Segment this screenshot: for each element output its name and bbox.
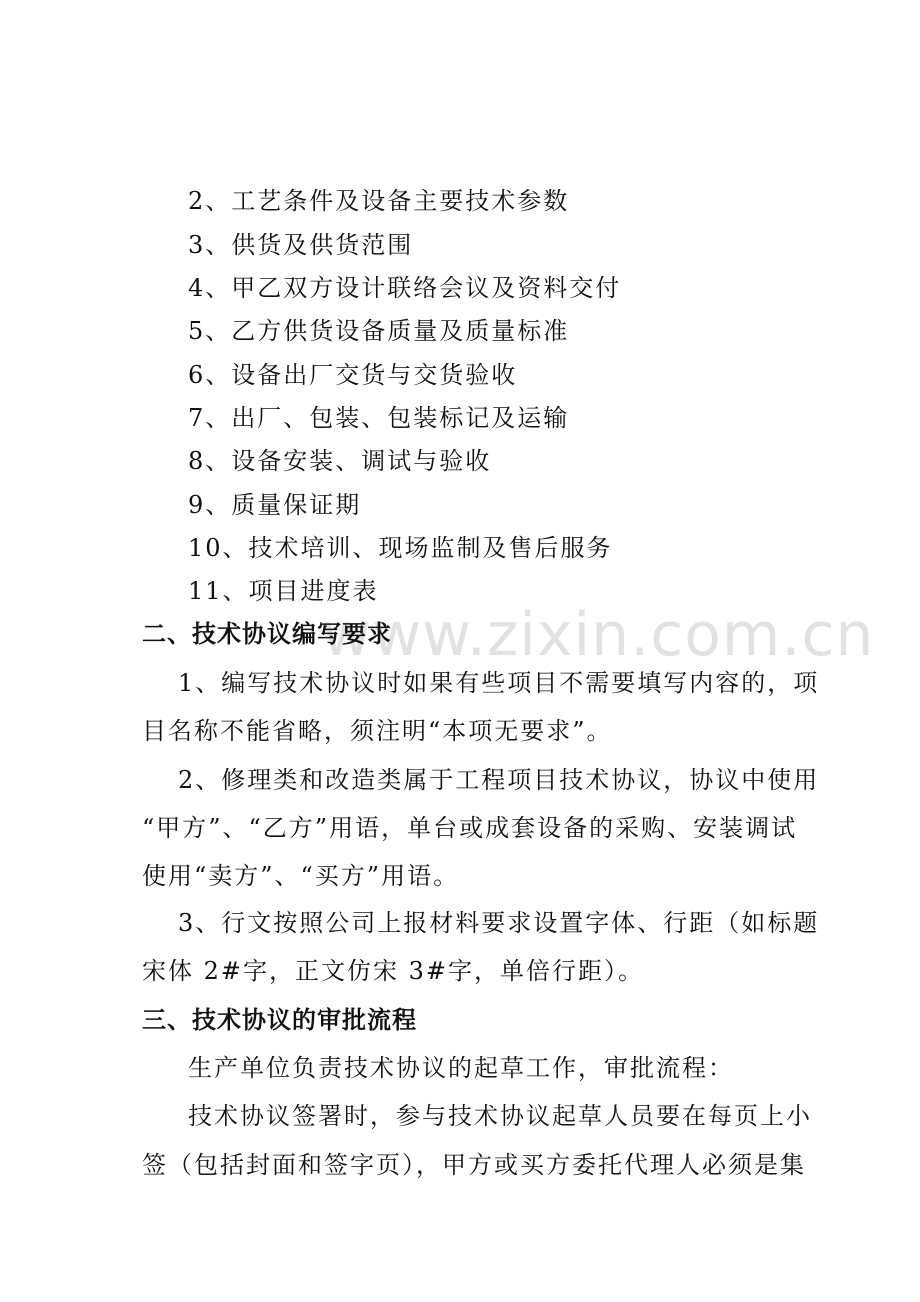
list-item: 8、设备安装、调试与验收 <box>188 447 492 475</box>
paragraph-line: 生产单位负责技术协议的起草工作，审批流程： <box>188 1054 734 1082</box>
list-item: 5、乙方供货设备质量及质量标准 <box>188 317 570 345</box>
paragraph-line: 3、行文按照公司上报材料要求设置字体、行距（如标题 <box>178 909 820 937</box>
paragraph-line: 宋体 2#字，正文仿宋 3#字，单倍行距）。 <box>142 957 645 985</box>
paragraph-line: “甲方”、“乙方”用语，单台或成套设备的采购、安装调试 <box>142 814 798 842</box>
section-heading-3: 三、技术协议的审批流程 <box>142 1006 417 1034</box>
list-item: 9、质量保证期 <box>188 491 362 519</box>
paragraph-line: 签（包括封面和签字页），甲方或买方委托代理人必须是集 <box>142 1151 806 1179</box>
list-item: 7、出厂、包装、包装标记及运输 <box>188 404 570 432</box>
paragraph-line: 技术协议签署时，参与技术协议起草人员要在每页上小 <box>188 1102 812 1130</box>
list-item: 2、工艺条件及设备主要技术参数 <box>188 187 570 215</box>
watermark: www.zixin.com.cn <box>322 600 875 670</box>
paragraph-line: 使用“卖方”、“买方”用语。 <box>142 862 460 890</box>
list-item: 6、设备出厂交货与交货验收 <box>188 361 518 389</box>
section-heading-2: 二、技术协议编写要求 <box>142 620 392 648</box>
list-item: 4、甲乙双方设计联络会议及资料交付 <box>188 274 622 302</box>
paragraph-line: 1、编写技术协议时如果有些项目不需要填写内容的，项 <box>178 669 820 697</box>
list-item: 10、技术培训、现场监制及售后服务 <box>188 534 613 562</box>
paragraph-line: 目名称不能省略，须注明“本项无要求”。 <box>142 717 613 745</box>
paragraph-line: 2、修理类和改造类属于工程项目技术协议，协议中使用 <box>178 766 820 794</box>
list-item: 11、项目进度表 <box>188 577 379 605</box>
list-item: 3、供货及供货范围 <box>188 231 414 259</box>
